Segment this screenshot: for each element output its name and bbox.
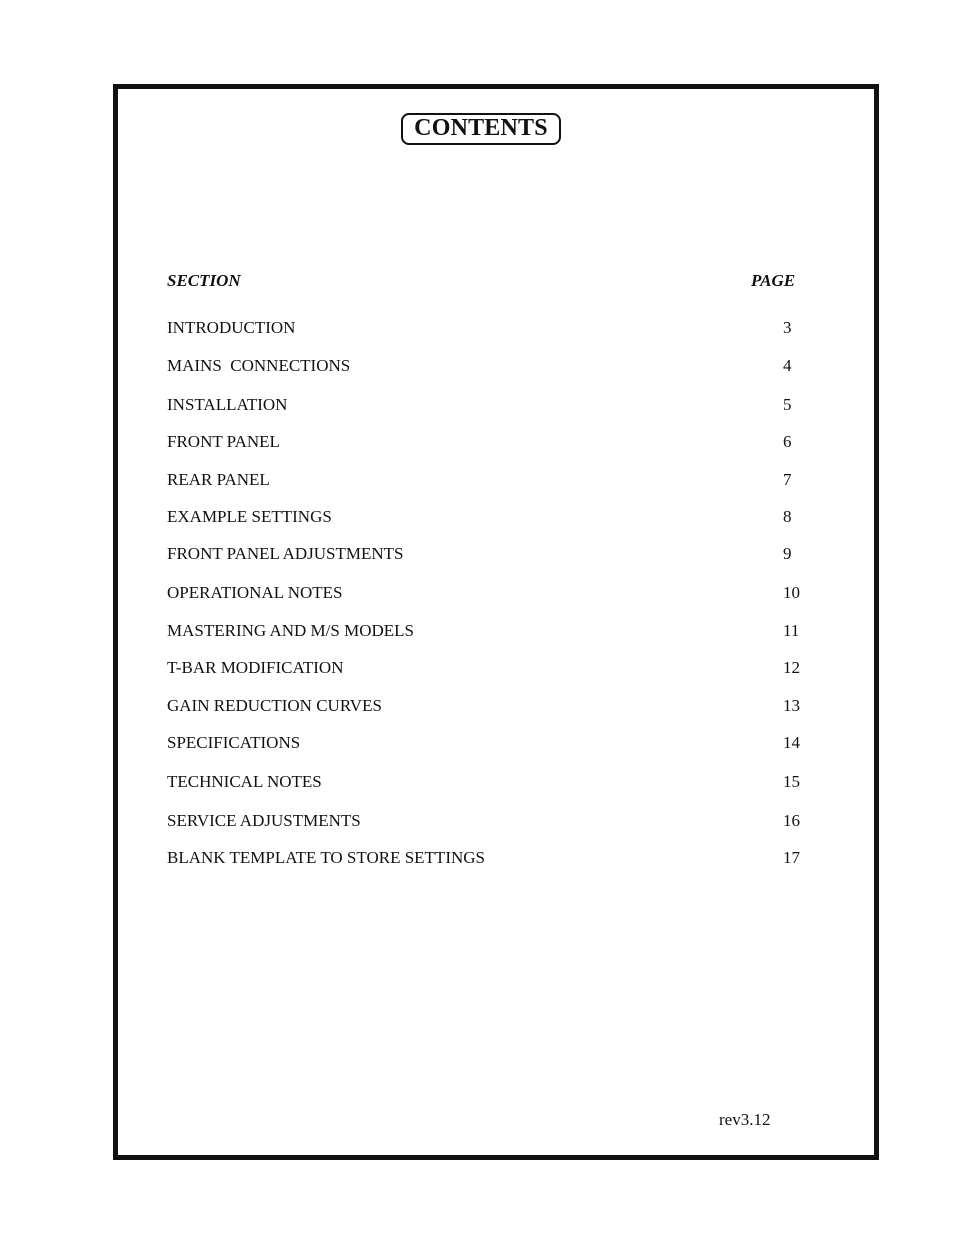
toc-entry-label: FRONT PANEL ADJUSTMENTS <box>167 544 404 563</box>
page-title: CONTENTS <box>414 115 548 141</box>
toc-entry-label: SPECIFICATIONS <box>167 733 301 752</box>
toc-entry-label: GAIN REDUCTION CURVES <box>167 696 382 715</box>
revision-label: rev3.12 <box>719 1110 771 1129</box>
section-column-header: SECTION <box>167 271 241 290</box>
toc-entry-page: 10 <box>783 583 800 602</box>
toc-entry-page: 15 <box>783 772 800 791</box>
table-of-contents <box>167 0 807 1235</box>
page-column-header: PAGE <box>751 271 796 290</box>
toc-row-front-panel <box>167 431 807 453</box>
toc-row-gain-reduction-curves <box>167 695 807 717</box>
toc-entry-page: 13 <box>783 696 800 715</box>
toc-entry-label: SERVICE ADJUSTMENTS <box>167 811 361 830</box>
toc-entry-label: OPERATIONAL NOTES <box>167 583 343 602</box>
toc-entry-label: MASTERING AND M/S MODELS <box>167 621 414 640</box>
toc-entry-page: 5 <box>783 395 792 414</box>
toc-row-t-bar-modification <box>167 657 807 679</box>
toc-row-introduction <box>167 317 807 339</box>
toc-entry-page: 16 <box>783 811 800 830</box>
toc-entry-page: 9 <box>783 544 792 563</box>
toc-entry-label: MAINS CONNECTIONS <box>167 356 351 375</box>
toc-entry-label: BLANK TEMPLATE TO STORE SETTINGS <box>167 848 485 867</box>
toc-entry-page: 7 <box>783 470 792 489</box>
toc-row-service-adjustments <box>167 810 807 832</box>
toc-entry-page: 3 <box>783 318 792 337</box>
toc-entry-label: FRONT PANEL <box>167 432 280 451</box>
toc-entry-page: 14 <box>783 733 800 752</box>
toc-row-example-settings <box>167 506 807 528</box>
toc-row-specifications <box>167 732 807 754</box>
toc-entry-label: INSTALLATION <box>167 395 288 414</box>
toc-row-blank-template <box>167 847 807 869</box>
toc-row-front-panel-adjustments <box>167 543 807 565</box>
toc-entry-page: 17 <box>783 848 800 867</box>
toc-row-mastering-models <box>167 620 807 642</box>
toc-entry-label: INTRODUCTION <box>167 318 296 337</box>
toc-entry-page: 6 <box>783 432 792 451</box>
toc-entry-page: 11 <box>783 621 800 640</box>
toc-entry-label: T-BAR MODIFICATION <box>167 658 344 677</box>
toc-entry-label: EXAMPLE SETTINGS <box>167 507 332 526</box>
toc-entry-page: 12 <box>783 658 800 677</box>
toc-row-operational-notes <box>167 582 807 604</box>
toc-entry-label: TECHNICAL NOTES <box>167 772 322 791</box>
toc-row-installation <box>167 394 807 416</box>
toc-row-mains-connections <box>167 355 807 377</box>
toc-row-technical-notes <box>167 771 807 793</box>
toc-entry-page: 8 <box>783 507 792 526</box>
toc-entry-page: 4 <box>783 356 792 375</box>
toc-row-rear-panel <box>167 469 807 491</box>
toc-entry-label: REAR PANEL <box>167 470 270 489</box>
